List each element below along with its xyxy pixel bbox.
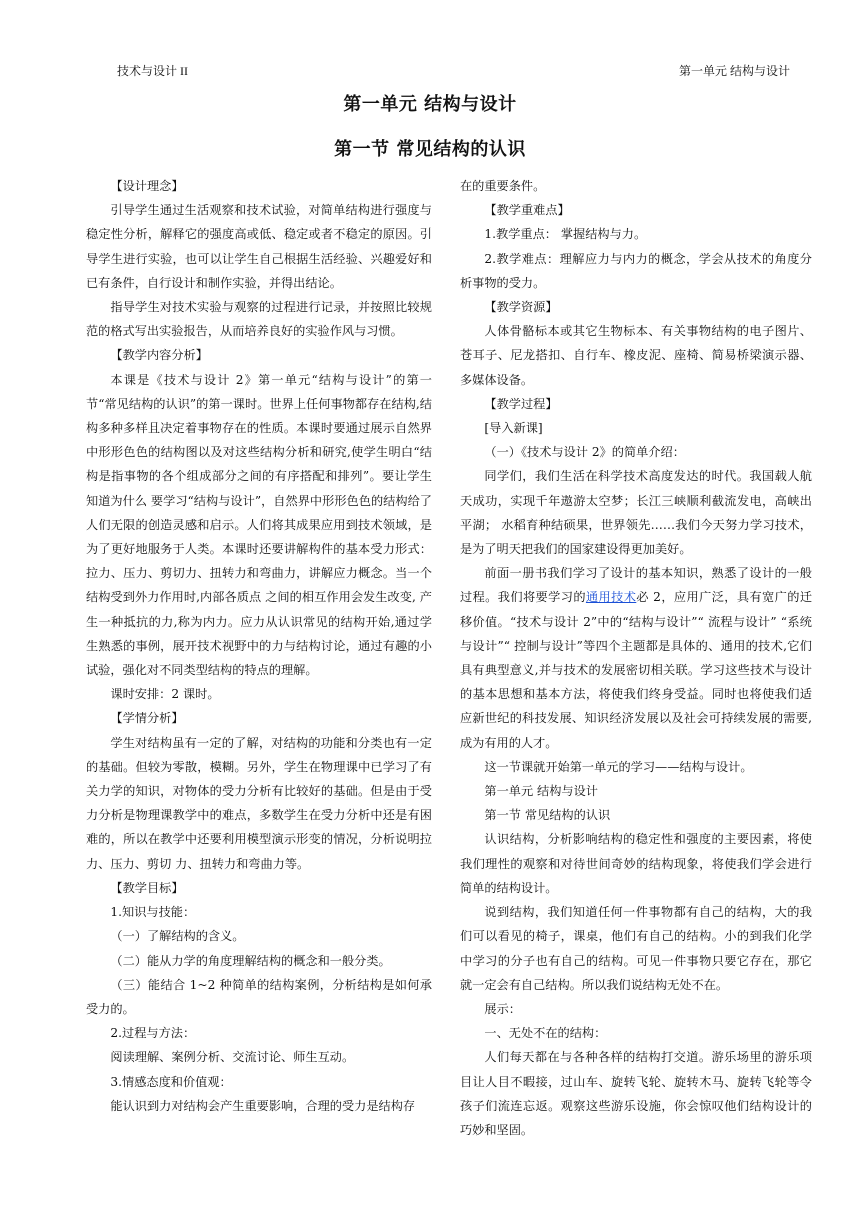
paragraph: 学生对结构虽有一定的了解，对结构的功能和分类也有一定的基础。但较为零散，模糊。另外，学生在物理课中已学习了有关力学的知识，对物体的受力分析有比较好的基础。但是由于受力分析是物理课教学中的难点，多数学生在受力分析中还是有困难的，所以在教学中还要利用模型演示形变的情况，分析说明拉力、压力、剪切 力、扭转力和弯曲力等。 — [86, 735, 432, 871]
unit-title: 第一单元 结构与设计 — [343, 94, 517, 115]
paragraph: 3.情感态度和价值观： — [110, 1074, 232, 1089]
paragraph: 认识结构，分析影响结构的稳定性和强度的主要因素，将使我们理性的观察和对待世间奇妙的结构现象，将使我们学会进行简单的结构设计。 — [460, 832, 812, 895]
paragraph: （二）能从力学的角度理解结构的概念和一般分类。 — [110, 953, 391, 968]
paragraph: 这一节课就开始第一单元的学习——结构与设计。 — [484, 759, 753, 774]
paragraph: 指导学生对技术实验与观察的过程进行记录，并按照比较规范的格式写出实验报告，从而培养良好的实验作风与习惯。 — [86, 300, 432, 339]
general-technology-link[interactable]: 通用技术 — [585, 590, 637, 605]
paragraph: 同学们，我们生活在科学技术高度发达的时代。我国载人航天成功，实现千年遨游太空梦；长江三峡顺利截流发电，高峡出平湖； 水稻育种结硕果，世界领先……我们今天努力学习技术，是为了明天把我们的国家建设得更加美好。 — [460, 469, 812, 557]
paragraph — [460, 561, 812, 755]
heading-objectives: 【教学目标】 — [110, 880, 184, 895]
paragraph: （一）《技术与设计 2》的简单介绍： — [484, 445, 685, 460]
paragraph: 一、无处不在的结构： — [484, 1026, 607, 1041]
paragraph: 本课是《技术与设计 2》第一单元“结构与设计”的第一节“常见结构的认识”的第一课时。世界上任何事物都存在结构,结构多种多样且决定着事物存在的性质。本课时要通过展示自然界中形形色色的结构图以及对这些结构分析和研究,使学生明白“结构是指事物的各个组成部分之间的有序搭配和排列”。要让学生知道为什么 要学习“结构与设计”，自然界中形形色色的结构给了人们无限的创造灵感和启示。人们将其成果应用到技术领域，是为了更好地服务于人类。本课时还要讲解构件的基本受力形式：拉力、压力、剪切力、扭转力和弯曲力，讲解应力概念。当一个结构受到外力作用时,内部各质点 之间的相互作用会发生改变, 产生一种抵抗的力,称为内力。应力从认识常见的结构开始,通过学生熟悉的事例，展开技术视野中的力与结构讨论，通过有趣的小试验，强化对不同类型结构的特点的理解。 — [86, 372, 432, 678]
heading-resources: 【教学资源】 — [484, 300, 558, 315]
paragraph: 1.知识与技能： — [110, 905, 196, 920]
running-header-right: 第一单元 结构与设计 — [678, 64, 790, 78]
paragraph: 人们每天都在与各种各样的结构打交道。游乐场里的游乐项目让人目不暇接，过山车、旋转飞轮、旋转木马、旋转飞轮等令孩子们流连忘返。观察这些游乐设施，你会惊叹他们结构设计的巧妙和坚固。 — [460, 1050, 812, 1137]
paragraph: （三）能结合 1~2 种简单的结构案例，分析结构是如何承受力的。 — [86, 977, 432, 1016]
paragraph: （一）了解结构的含义。 — [110, 929, 245, 944]
heading-content-analysis: 【教学内容分析】 — [110, 348, 208, 363]
section-title: 第一节 常见结构的认识 — [334, 139, 526, 160]
paragraph: 引导学生通过生活观察和技术试验，对简单结构进行强度与稳定性分析，解释它的强度高或低、稳定或者不稳定的原因。引导学生进行实验，也可以让学生自己根据生活经验、兴趣爱好和已有条件，自行设计和制作实验，并得出结论。 — [86, 203, 432, 290]
heading-process: 【教学过程】 — [484, 396, 558, 411]
paragraph: [导入新课] — [484, 421, 543, 436]
paragraph: 人体骨骼标本或其它生物标本、有关事物结构的电子图片、苍耳子、尼龙搭扣、自行车、橡皮泥、座椅、简易桥梁演示器、多媒体设备。 — [460, 324, 812, 387]
paragraph: 说到结构，我们知道任何一件事物都有自己的结构，大的我们可以看见的椅子，课桌，他们有自己的结构。小的到我们化学中学习的分子也有自己的结构。可见一件事物只要它存在，那它就一定会有自己结构。所以我们说结构无处不在。 — [460, 905, 812, 992]
heading-key-points: 【教学重难点】 — [484, 203, 570, 218]
running-header-left: 技术与设计 II — [117, 64, 188, 78]
text-run: 必 2，应用广泛，具有宽广的迁移价值。“技术与设计 2”中的“结构与设计”“ 流程与设计” “系统与设计”“ 控制与设计”等四个主题都是具体的、通用的技术,它们具有典型意义,并与技术的发展密切相关联。学习这些技术与设计的基本思想和基本方法，将使我们终身受益。同时也将使我们适应新世纪的科技发展、知识经济发展以及社会可持续发展的需要,成为有用的人才。 — [460, 590, 813, 750]
paragraph: 阅读理解、案例分析、交流讨论、师生互动。 — [110, 1050, 355, 1065]
paragraph: 在的重要条件。 — [460, 179, 546, 193]
paragraph: 第一节 常见结构的认识 — [484, 808, 611, 823]
right-column — [460, 174, 812, 1142]
paragraph: 2.教学难点：理解应力与内力的概念，学会从技术的角度分析事物的受力。 — [460, 251, 812, 290]
paragraph: 课时安排：2 课时。 — [110, 687, 220, 702]
left-column — [86, 174, 432, 1118]
heading-design-concept: 【设计理念】 — [110, 179, 184, 193]
paragraph: 能认识到力对结构会产生重要影响，合理的受力是结构存 — [110, 1098, 416, 1113]
heading-learner-analysis: 【学情分析】 — [110, 711, 184, 726]
paragraph: 第一单元 结构与设计 — [484, 784, 598, 799]
paragraph: 1.教学重点： 掌握结构与力。 — [484, 227, 647, 242]
paragraph: 展示： — [484, 1001, 521, 1016]
text-run: 前面一册书我们学习了设计的基本知识，熟悉了设计的一般过程。我们将要学习的 — [460, 566, 812, 605]
paragraph: 2.过程与方法： — [110, 1026, 196, 1041]
